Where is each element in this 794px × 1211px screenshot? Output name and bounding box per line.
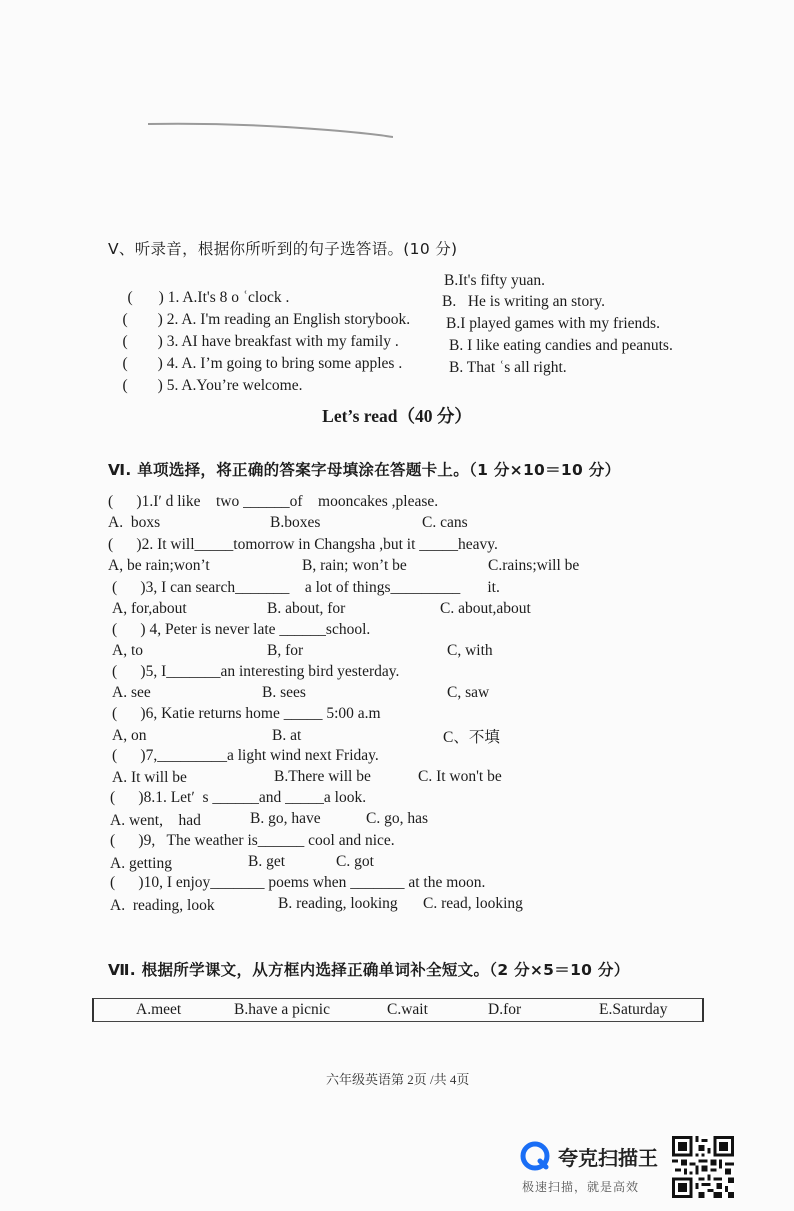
scanner-watermark [520, 1138, 670, 1198]
scan-streak [148, 122, 393, 138]
question-stem: ( )7,_________a light wind next Friday. [112, 747, 379, 764]
scanner-brand-name: 夸克扫描王 [558, 1146, 658, 1170]
option-b: B.It's fifty yuan. [444, 272, 545, 289]
option-b: B. go, have [250, 810, 321, 827]
option-a: A, on [112, 727, 147, 744]
question-stem: ( )10, I enjoy_______ poems when _______ at the moon. [110, 874, 486, 891]
question-stem: ( )3, I can search_______ a lot of things_________ it. [112, 579, 500, 596]
word-bank-box [92, 998, 704, 1022]
option-c: C. read, looking [423, 895, 523, 912]
option-c: C, with [447, 642, 493, 659]
word-bank-item: B.have a picnic [234, 1001, 330, 1018]
option-b: B.I played games with my friends. [446, 315, 660, 332]
question-stem: ( )2. It will_____tomorrow in Changsha ,but it _____heavy. [108, 536, 498, 553]
option-b: B, for [267, 642, 304, 659]
option-b: B. reading, looking [278, 895, 398, 912]
option-a: A. reading, look [110, 897, 215, 914]
word-bank-item: A.meet [136, 1001, 182, 1018]
option-c: C. It won't be [418, 768, 502, 785]
option-b: B. about, for [267, 600, 346, 617]
option-b: B. That ʿs all right. [449, 359, 567, 376]
scanner-slogan: 极速扫描，就是高效 [522, 1180, 640, 1194]
option-c: C. go, has [366, 810, 428, 827]
word-bank-item: E.Saturday [599, 1001, 668, 1018]
word-bank-item: C.wait [387, 1001, 428, 1018]
question-stem: ( )5, I_______an interesting bird yesterday. [112, 663, 400, 680]
option-b: B.There will be [274, 768, 371, 785]
question-stem: ( )9, The weather is______ cool and nice. [110, 832, 395, 849]
question-stem: ( )6, Katie returns home _____ 5:00 a.m [112, 705, 381, 722]
option-c: C. cans [422, 514, 468, 531]
list-item: ( ) 3. AI have breakfast with my family . [122, 333, 399, 350]
option-a: A, be rain;won’t [108, 557, 210, 574]
option-b: B, rain; won’t be [302, 557, 407, 574]
qr-code-icon [672, 1136, 734, 1198]
option-a: A, for,about [112, 600, 187, 617]
option-b: B. at [272, 727, 302, 744]
section6-heading: Ⅵ. 单项选择，将正确的答案字母填涂在答题卡上。（1 分×10＝10 分） [108, 461, 621, 479]
option-c: C, saw [447, 684, 490, 701]
question-stem: ( )1.Iʹ d like two ______of mooncakes ,please. [108, 493, 439, 510]
section7-heading: Ⅶ. 根据所学课文，从方框内选择正确单词补全短文。（2 分×5＝10 分） [108, 961, 630, 979]
list-item: ( ) 1. A.It's 8 o ʿclock . [127, 289, 290, 306]
option-c: C.rains;will be [488, 557, 580, 574]
option-b: B.boxes [270, 514, 321, 531]
option-a: A, to [112, 642, 143, 659]
option-b: B. I like eating candies and peanuts. [449, 337, 673, 354]
list-item: ( ) 2. A. I'm reading an English storybook. [122, 311, 411, 328]
option-c: C. about,about [440, 600, 531, 617]
section5-heading: V、听录音，根据你所听到的句子选答语。(10 分) [108, 240, 458, 258]
word-bank-item: D.for [488, 1001, 522, 1018]
option-c: C. got [336, 853, 374, 870]
option-b: B. He is writing an story. [442, 293, 606, 310]
page-footer: 六年级英语第 2页 /共 4页 [326, 1072, 470, 1087]
option-a: A. boxs [108, 514, 161, 531]
question-stem: ( ) 4, Peter is never late ______school. [112, 621, 371, 638]
part-title: Let’s read（40 分） [322, 406, 472, 426]
list-item: ( ) 4. A. I’m going to bring some apples . [122, 355, 403, 372]
option-a: A. getting [110, 855, 172, 872]
question-stem: ( )8.1. Letʹ s ______and _____a look. [110, 789, 367, 806]
option-b: B. sees [262, 684, 306, 701]
option-c: C、不填 [443, 729, 500, 746]
option-a: A. went, had [110, 812, 201, 829]
option-a: A. see [112, 684, 151, 701]
option-b: B. get [248, 853, 286, 870]
scanner-logo-icon [520, 1141, 550, 1171]
list-item: ( ) 5. A.You’re welcome. [122, 377, 303, 394]
option-a: A. It will be [112, 769, 187, 786]
